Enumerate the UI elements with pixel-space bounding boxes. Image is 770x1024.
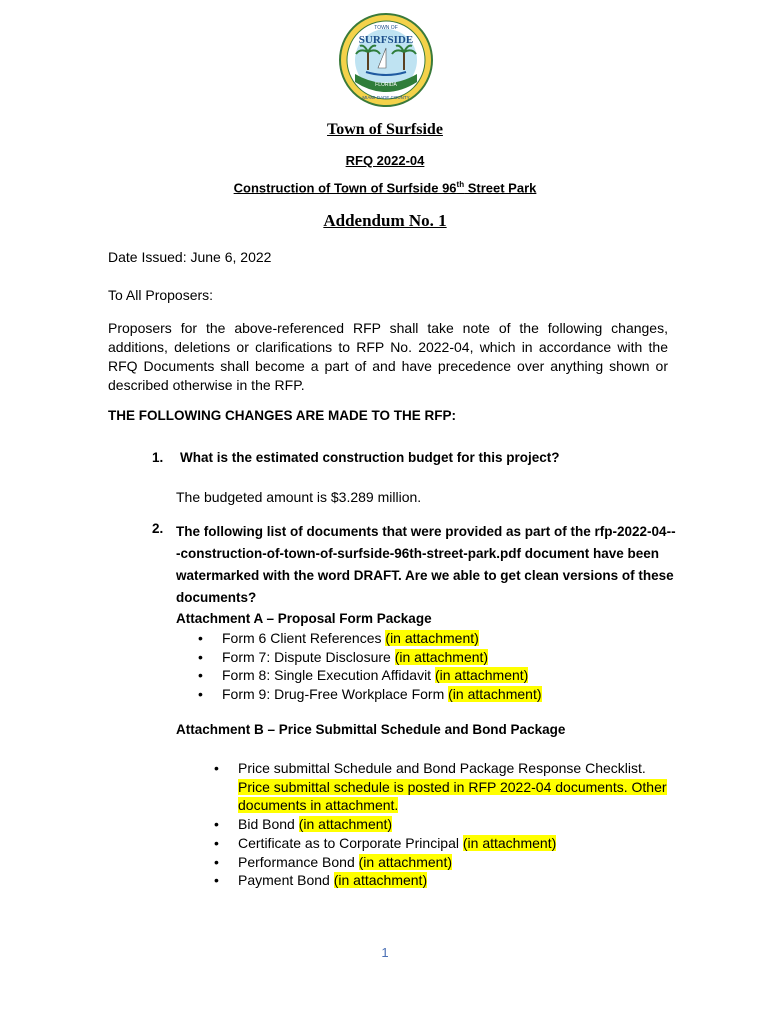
highlighted-note: (in attachment) bbox=[394, 648, 489, 665]
bullet-icon: • bbox=[214, 760, 219, 776]
town-seal-logo bbox=[338, 12, 434, 108]
attachment-b-heading: Attachment B – Price Submittal Schedule and Bond Package bbox=[176, 722, 566, 737]
project-title-suffix: Street Park bbox=[464, 180, 537, 196]
list-item: • Payment Bond (in attachment) bbox=[214, 872, 428, 889]
highlighted-note: (in attachment) bbox=[434, 667, 529, 684]
project-title-ordinal: th bbox=[456, 180, 465, 189]
intro-paragraph: Proposers for the above-referenced RFP shall take note of the following changes, additions, deletions or clarifications to RFP No. 2022-04, which in accordance with the RFQ Documents shall become a part of and have precedence over anything shown or described otherwise in the RFP. bbox=[108, 320, 668, 393]
rfq-number: RFQ 2022-04 bbox=[345, 153, 425, 168]
salutation: To All Proposers: bbox=[108, 287, 214, 303]
bullet-icon: • bbox=[214, 816, 219, 833]
highlighted-note: (in attachment) bbox=[358, 853, 452, 870]
attachment-a-heading: Attachment A – Proposal Form Package bbox=[176, 611, 432, 626]
list-item: • Performance Bond (in attachment) bbox=[214, 853, 452, 870]
document-title: Town of Surfside bbox=[327, 121, 443, 138]
question-1: What is the estimated construction budget for this project? bbox=[180, 450, 560, 465]
attachment-b-list bbox=[214, 759, 678, 890]
page-number: 1 bbox=[381, 945, 389, 960]
answer-1: The budgeted amount is $3.289 million. bbox=[176, 489, 422, 505]
question-1-number: 1. bbox=[152, 450, 164, 465]
svg-text:FLORIDA: FLORIDA bbox=[375, 82, 397, 88]
project-title-prefix: Construction of Town of Surfside 96 bbox=[233, 180, 457, 196]
highlighted-note: (in attachment) bbox=[333, 872, 428, 889]
highlighted-note: (in attachment) bbox=[385, 630, 479, 646]
question-2-number: 2. bbox=[152, 521, 164, 536]
bullet-icon: • bbox=[198, 667, 203, 684]
list-item: • Form 8: Single Execution Affidavit (in attachment) bbox=[198, 667, 529, 684]
list-item: • Certificate as to Corporate Principal (in attachment) bbox=[214, 834, 557, 851]
bullet-icon: • bbox=[214, 872, 219, 889]
list-item: • Price submittal Schedule and Bond Package Response Checklist. Price submittal schedule is posted in RFP 2022-04 documents. Other documents in attachment. bbox=[214, 760, 667, 814]
bullet-icon: • bbox=[214, 853, 219, 870]
list-item: • Form 7: Dispute Disclosure (in attachment) bbox=[198, 648, 489, 665]
svg-text:MIAMI-DADE COUNTY: MIAMI-DADE COUNTY bbox=[362, 95, 410, 100]
attachment-a-list bbox=[198, 629, 542, 704]
bullet-icon: • bbox=[198, 648, 203, 665]
project-title bbox=[0, 180, 770, 195]
highlighted-note: (in attachment) bbox=[462, 834, 557, 851]
list-item: • Bid Bond (in attachment) bbox=[214, 816, 393, 833]
list-item: • Form 6 Client References (in attachment) bbox=[198, 630, 479, 646]
highlighted-note: Price submittal schedule is posted in RFP 2022-04 documents. Other documents in attachment. bbox=[238, 778, 667, 814]
bullet-icon: • bbox=[198, 630, 203, 646]
addendum-title: Addendum No. 1 bbox=[323, 211, 447, 230]
svg-text:SURFSIDE: SURFSIDE bbox=[358, 34, 414, 46]
date-issued: Date Issued: June 6, 2022 bbox=[108, 249, 272, 265]
bullet-icon: • bbox=[198, 686, 203, 703]
highlighted-note: (in attachment) bbox=[298, 816, 393, 833]
question-2: The following list of documents that were provided as part of the rfp-2022-04---construction-of-town-of-surfside-96th-street-park.pdf document have been watermarked with the word DRAFT. Are we able to get clean versions of these documents? bbox=[176, 524, 676, 605]
highlighted-note: (in attachment) bbox=[448, 686, 542, 703]
svg-text:TOWN OF: TOWN OF bbox=[374, 25, 398, 31]
bullet-icon: • bbox=[214, 834, 219, 851]
list-item: • Form 9: Drug-Free Workplace Form (in attachment) bbox=[198, 686, 542, 703]
changes-heading: THE FOLLOWING CHANGES ARE MADE TO THE RFP: bbox=[108, 408, 456, 423]
